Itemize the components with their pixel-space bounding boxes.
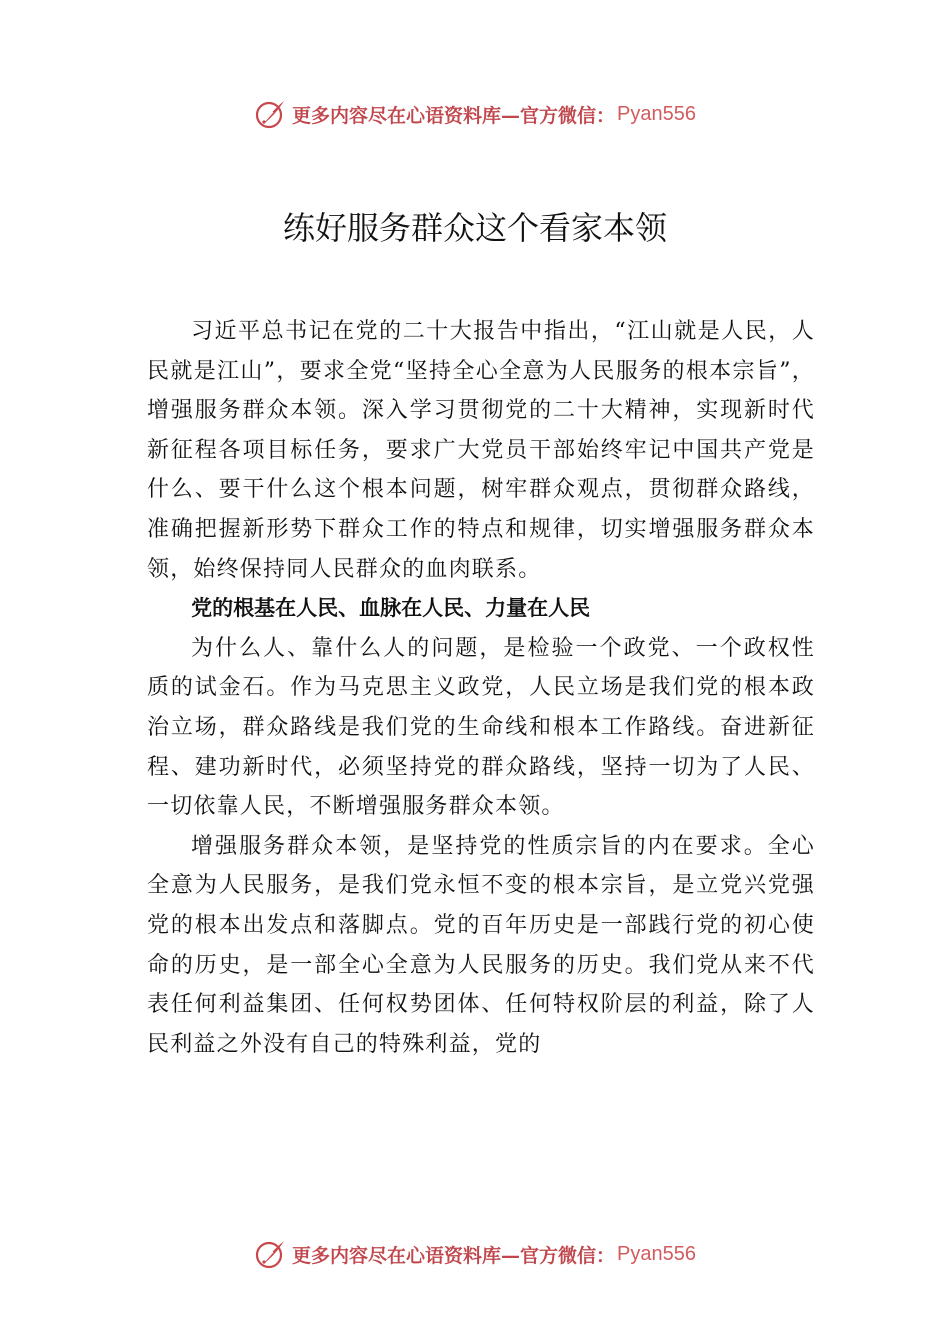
banner-text: 更多内容尽在心语资料库—官方微信：	[292, 104, 616, 127]
header-banner	[0, 96, 950, 132]
intro-paragraph: 习近平总书记在党的二十大报告中指出，“江山就是人民，人民就是江山”，要求全党“坚持全心全意为人民服务的根本宗旨”，增强服务群众本领。深入学习贯彻党的二十大精神，实现新时代新征程各项目标任务，要求广大党员干部始终牢记中国共产党是什么、要干什么这个根本问题，树牢群众观点，贯彻群众路线，准确把握新形势下群众工作的特点和规律，切实增强服务群众本领，始终保持同人民群众的血肉联系。	[147, 319, 815, 582]
document-title: 练好服务群众这个看家本领	[282, 209, 667, 247]
footer-banner	[0, 1236, 950, 1272]
document-body	[147, 312, 815, 1064]
banner-text: 更多内容尽在心语资料库—官方微信：	[292, 1244, 616, 1267]
section-heading: 党的根基在人民、血脉在人民、力量在人民	[191, 596, 591, 621]
wechat-id: Pyan556	[617, 102, 696, 125]
body-paragraph-1: 为什么人、靠什么人的问题，是检验一个政党、一个政权性质的试金石。作为马克思主义政党，人民立场是我们党的根本政治立场，群众路线是我们党的生命线和根本工作路线。奋进新征程、建功新时代，必须坚持党的群众路线，坚持一切为了人民、一切依靠人民，不断增强服务群众本领。	[147, 635, 815, 820]
quill-pen-logo-icon	[254, 97, 288, 131]
quill-pen-logo-icon	[254, 1237, 288, 1271]
body-paragraph-2: 增强服务群众本领，是坚持党的性质宗旨的内在要求。全心全意为人民服务，是我们党永恒不变的根本宗旨，是立党兴党强党的根本出发点和落脚点。党的百年历史是一部践行党的初心使命的历史，是一部全心全意为人民服务的历史。我们党从来不代表任何利益集团、任何权势团体、任何特权阶层的利益，除了人民利益之外没有自己的特殊利益，党的	[147, 833, 815, 1057]
wechat-id: Pyan556	[617, 1242, 696, 1265]
